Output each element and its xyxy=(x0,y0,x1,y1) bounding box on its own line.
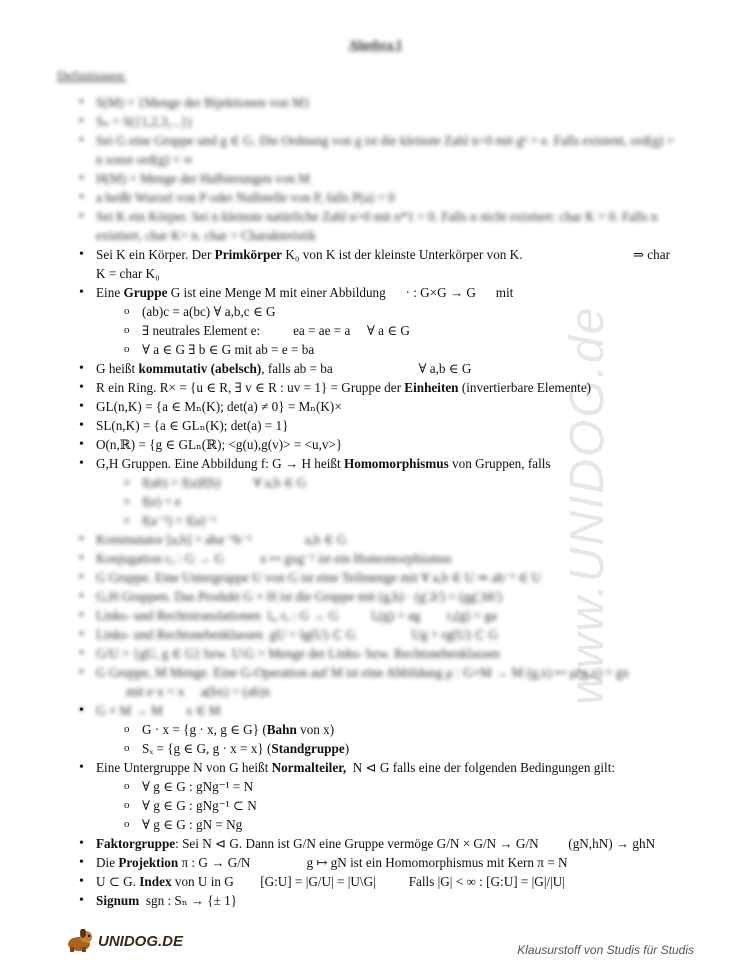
sublist-item: o ∃ neutrales Element e: ea = ae = a ∀ a ∈ G xyxy=(124,321,698,340)
dog-icon xyxy=(64,929,94,953)
list-item-sl: • SL(n,K) = {a ∈ GLₙ(K); det(a) = 1} xyxy=(78,416,698,435)
sublist-item: o • G · x = {g · x, g ∈ G} (Bahn von x) xyxy=(124,720,698,739)
list-item: • G × M → M x ∈ M xyxy=(78,701,698,720)
list-item-signum: • Signum sgn : Sₙ → {± 1} xyxy=(78,891,698,910)
list-item-projektion: • Die Projektion π : G → G/N g ↦ gN ist ein Homomorphismus mit Kern π = N xyxy=(78,853,698,872)
list-item-gruppe: • Eine Gruppe G ist eine Menge M mit einer Abbildung · : G×G → G mit o (ab)c = a(bc) ∀ a,b,c ∈ G o ∃ neutrales Element e: ea = ae = a ∀ a ∈ G o ∀ a ∈ G ∃ b ∈ G mit ab = e = ba xyxy=(78,283,698,359)
list-item: • H(M) = Menge der Halbierungen von M xyxy=(78,169,698,188)
list-item: • Konjugation cₐ : G → G x ↦ gxg⁻¹ ist ein Homomorphismus xyxy=(78,549,698,568)
list-item-operation xyxy=(78,701,698,758)
sublist xyxy=(96,302,698,359)
list-item: • Kommutator [a,b] = aba⁻¹b⁻¹ a,b ∈ G xyxy=(78,530,698,549)
list-item-faktorgruppe: • Faktorgruppe: Sei N ⊲ G. Dann ist G/N eine Gruppe vermöge G/N × G/N → G/N (gN,hN) → ghN xyxy=(78,834,698,853)
list-item-gl: • GL(n,K) = {a ∈ Mₙ(K); det(a) ≠ 0} = Mₙ(K)× xyxy=(78,397,698,416)
sublist-item: o f(e) = e xyxy=(124,492,698,511)
list-item: • Sₙ = S({1,2,3,...}) xyxy=(78,112,698,131)
list-item: • G,H Gruppen. Das Produkt G × H ist die Gruppe mit (g,h) · (g',h') = (gg',hh') xyxy=(78,587,698,606)
list-item: • G Gruppe, M Menge. Eine G-Operation auf M ist eine Abbildung μ : G×M → M (g,x) ↦ μ(g,x) = gx mit e·x = x a(bx) = (ab)x xyxy=(78,663,698,701)
sublist xyxy=(96,473,698,530)
list-item: • a heißt Wurzel von P oder Nullstelle von P, falls P(a) = 0 xyxy=(78,188,698,207)
list-item: • G Gruppe. Eine Untergruppe U von G ist eine Teilmenge mit ∀ a,b ∈ U ⇒ ab⁻¹ ∈ U xyxy=(78,568,698,587)
list-item: • G/U = {gU, g ∈ G} bzw. U\G = Menge der Links- bzw. Rechtsnebenklassen xyxy=(78,644,698,663)
footer-tagline: Klausurstoff von Studis für Studis xyxy=(517,943,694,957)
sublist-item: o f(a⁻¹) = f(a)⁻¹ xyxy=(124,511,698,530)
watermark: www.UNIDOG.de xyxy=(561,305,614,705)
sublist-item: o ∀ a ∈ G ∃ b ∈ G mit ab = e = ba xyxy=(124,340,698,359)
sublist xyxy=(96,777,698,834)
sublist-item: o ∀ g ∈ G : gNg⁻¹ = N xyxy=(124,777,698,796)
section-heading: Definitionen: xyxy=(57,68,127,83)
sublist-item: o (ab)c = a(bc) ∀ a,b,c ∈ G xyxy=(124,302,698,321)
list-item: • S(M) = {Menge der Bijektionen von M} xyxy=(78,93,698,112)
sublist-item: o Sₓ = {g ∈ G, g · x = x} (Standgruppe) xyxy=(124,739,698,758)
list-item-primkoerper: • Sei K ein Körper. Der Primkörper K₀ von K ist der kleinste Unterkörper von K. ⇒ char K = char K₀ xyxy=(78,245,670,283)
list-item: • Links- und Rechtsnebenklassen gU = lg(U) ⊂ G Ug = rg(U) ⊂ G xyxy=(78,625,698,644)
list-item: • Sei K ein Körper. Sei n kleinste natürliche Zahl n>0 mit n*1 = 0. Falls n nicht existiert: char K = 0. Falls n existiert, char K= n. char = Charakteristik xyxy=(78,207,678,245)
list-item-homomorphismus: • G,H Gruppen. Eine Abbildung f: G → H heißt Homomorphismus von Gruppen, falls o f(ab) = f(a)f(b) ∀ a,b ∈ G o f(e) = e o f(a⁻¹) = f(a)⁻¹ xyxy=(78,454,698,530)
list-item: • Sei G eine Gruppe und g ∈ G. Die Ordnung von g ist die kleinste Zahl n>0 mit gⁿ = e. Falls existent, ord(g) = n sonst ord(g) = ∞ xyxy=(78,131,678,169)
sublist-item: o ∀ g ∈ G : gNg⁻¹ ⊂ N xyxy=(124,796,698,815)
list-item: • Links- und Rechtstranslationen lₐ, rₐ : G → G lₐ(g) = ag rₐ(g) = ga xyxy=(78,606,698,625)
list-item-index: • U ⊂ G. Index von U in G [G:U] = |G/U| = |U\G| Falls |G| < ∞ : [G:U] = |G|/|U| xyxy=(78,872,698,891)
list-item-kommutativ: • G heißt kommutativ (abelsch), falls ab = ba ∀ a,b ∈ G xyxy=(78,359,698,378)
list-item-einheiten: • R ein Ring. R× = {u ∈ R, ∃ v ∈ R : uv = 1} = Gruppe der Einheiten (invertierbare Elemente) xyxy=(78,378,698,397)
list-item-o: • O(n,ℝ) = {g ∈ GLₙ(ℝ); <g(u),g(v)> = <u,v>} xyxy=(78,435,698,454)
sublist-item: o f(ab) = f(a)f(b) ∀ a,b ∈ G xyxy=(124,473,698,492)
definitions-list xyxy=(78,93,698,910)
page-title: Algebra I xyxy=(348,37,402,52)
list-item-normalteiler: • Eine Untergruppe N von G heißt Normalteiler, N ⊲ G falls eine der folgenden Bedingungen gilt: o ∀ g ∈ G : gNg⁻¹ = N o ∀ g ∈ G : gNg⁻¹ ⊂ N o ∀ g ∈ G : gN = Ng xyxy=(78,758,698,834)
unidog-logo: UNIDOG.DE xyxy=(64,929,183,953)
sublist xyxy=(96,701,698,758)
sublist-item: o ∀ g ∈ G : gN = Ng xyxy=(124,815,698,834)
